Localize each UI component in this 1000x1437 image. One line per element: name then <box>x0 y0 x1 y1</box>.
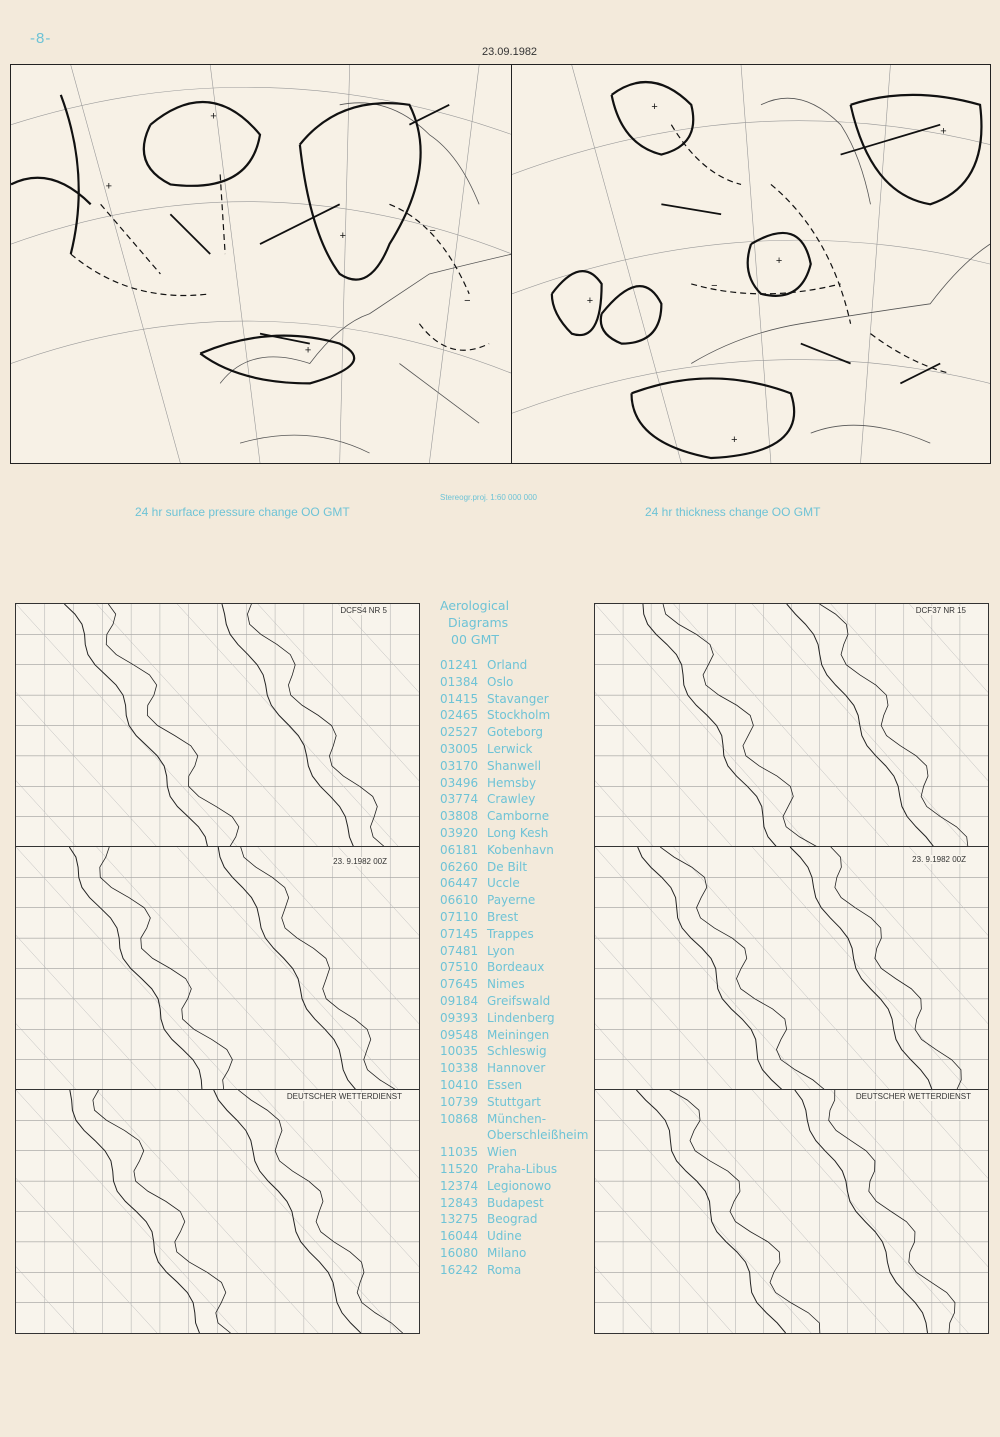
station-row <box>440 1245 590 1262</box>
station-name: De Bilt <box>487 859 528 874</box>
station-row <box>440 1060 590 1077</box>
station-name: Budapest <box>487 1195 544 1210</box>
station-code: 06181 <box>440 842 479 857</box>
thickness-caption: 24 hr thickness change OO GMT <box>645 505 821 519</box>
station-code: 07110 <box>440 909 479 924</box>
station-row <box>440 657 590 674</box>
station-index <box>440 597 590 1278</box>
station-name: Camborne <box>487 809 550 824</box>
surface-pressure-map-drawing <box>11 65 512 463</box>
station-name: Greifswald <box>487 993 551 1008</box>
station-code: 07510 <box>440 960 479 975</box>
station-row <box>440 808 590 825</box>
station-row <box>440 1043 590 1060</box>
station-name: Brest <box>487 909 519 924</box>
station-code: 02527 <box>440 725 479 740</box>
station-name: Stockholm <box>487 708 551 723</box>
diagram-agency-label: DEUTSCHER WETTERDIENST <box>855 1092 971 1101</box>
station-code: 10410 <box>440 1077 479 1092</box>
station-row <box>440 1111 590 1128</box>
station-row <box>440 875 590 892</box>
aerological-diagram-middle-left <box>15 846 420 1091</box>
aerological-diagram-drawing <box>16 604 419 847</box>
station-row <box>440 943 590 960</box>
station-name: Roma <box>487 1262 522 1277</box>
station-name: Stavanger <box>487 691 549 706</box>
svg-text:−: − <box>464 294 471 307</box>
aerological-diagram-drawing <box>16 1090 419 1333</box>
station-code <box>440 1127 487 1144</box>
station-code: 01384 <box>440 674 479 689</box>
station-name: Hemsby <box>487 775 537 790</box>
station-name: Praha-Libus <box>487 1161 558 1176</box>
station-code: 03496 <box>440 775 479 790</box>
station-row <box>440 691 590 708</box>
station-row <box>440 959 590 976</box>
station-name: Lyon <box>487 943 515 958</box>
station-name: Schleswig <box>487 1044 547 1059</box>
station-code: 06447 <box>440 876 479 891</box>
station-code: 09393 <box>440 1010 479 1025</box>
diagram-agency-label: DEUTSCHER WETTERDIENST <box>286 1092 402 1101</box>
aerological-diagram-drawing <box>595 1090 988 1333</box>
station-name: Bordeaux <box>487 960 545 975</box>
station-row <box>440 1127 590 1144</box>
aerological-diagram-middle-right <box>594 846 989 1091</box>
station-code: 11035 <box>440 1145 479 1160</box>
station-row <box>440 1178 590 1195</box>
station-row <box>440 758 590 775</box>
station-row <box>440 1161 590 1178</box>
station-index-title <box>440 597 590 648</box>
title-line: Aerological <box>440 598 510 613</box>
station-code: 01241 <box>440 658 479 672</box>
aerological-diagram-bottom-left <box>15 1089 420 1334</box>
station-row <box>440 859 590 876</box>
station-row <box>440 1144 590 1161</box>
station-row <box>440 1211 590 1228</box>
station-name: Goteborg <box>487 725 544 740</box>
aerological-diagram-top-left <box>15 603 420 848</box>
station-code: 10035 <box>440 1044 479 1059</box>
station-row <box>440 741 590 758</box>
station-code: 03170 <box>440 758 479 773</box>
station-row <box>440 1077 590 1094</box>
station-name: Oberschleißheim <box>487 1128 589 1143</box>
diagram-date-label: 23. 9.1982 00Z <box>912 855 966 864</box>
station-name: Essen <box>487 1077 523 1092</box>
station-code: 02465 <box>440 708 479 723</box>
svg-text:+: + <box>304 344 312 357</box>
station-code: 03005 <box>440 741 479 756</box>
aerological-diagram-drawing <box>595 604 988 847</box>
station-row <box>440 825 590 842</box>
station-row <box>440 1228 590 1245</box>
station-code: 07481 <box>440 943 479 958</box>
projection-label: Stereogr.proj. 1:60 000 000 <box>440 493 537 502</box>
station-name: Trappes <box>487 926 534 941</box>
station-row <box>440 976 590 993</box>
station-code: 06260 <box>440 859 479 874</box>
svg-text:+: + <box>775 255 783 267</box>
aerological-diagram-top-right <box>594 603 989 848</box>
station-name: Udine <box>487 1229 522 1244</box>
station-row <box>440 707 590 724</box>
surface-pressure-change-map <box>10 64 513 464</box>
station-code: 10739 <box>440 1094 479 1109</box>
station-name: München- <box>487 1111 547 1126</box>
station-row <box>440 1262 590 1279</box>
station-name: Milano <box>487 1245 527 1260</box>
station-code: 09184 <box>440 993 479 1008</box>
station-row <box>440 842 590 859</box>
station-code: 01415 <box>440 691 479 706</box>
station-row <box>440 909 590 926</box>
station-row <box>440 993 590 1010</box>
station-list <box>440 657 590 1278</box>
title-line: 00 GMT <box>451 632 499 647</box>
station-name: Long Kesh <box>487 825 549 840</box>
station-name: Shanwell <box>487 758 542 773</box>
station-row <box>440 926 590 943</box>
station-row <box>440 1094 590 1111</box>
station-name: Orland <box>487 658 528 672</box>
thickness-change-map <box>511 64 991 464</box>
station-code: 03920 <box>440 825 479 840</box>
page-date: 23.09.1982 <box>482 46 538 58</box>
svg-text:−: − <box>429 225 436 238</box>
station-row <box>440 1010 590 1027</box>
station-row <box>440 1195 590 1212</box>
aerological-diagram-drawing <box>595 847 988 1090</box>
diagram-date-label: 23. 9.1982 00Z <box>333 857 387 866</box>
diagram-station-header: DCF37 NR 15 <box>915 606 966 615</box>
surface-pressure-caption: 24 hr surface pressure change OO GMT <box>135 505 350 519</box>
station-name: Stuttgart <box>487 1094 541 1109</box>
station-name: Nimes <box>487 977 525 992</box>
station-row <box>440 892 590 909</box>
station-name: Oslo <box>487 674 514 689</box>
station-name: Legionowo <box>487 1178 552 1193</box>
station-name: Lerwick <box>487 741 533 756</box>
station-code: 12843 <box>440 1195 479 1210</box>
station-row <box>440 775 590 792</box>
svg-text:+: + <box>210 110 217 123</box>
station-name: Kobenhavn <box>487 842 554 857</box>
station-code: 12374 <box>440 1178 479 1193</box>
aerological-diagram-drawing <box>16 847 419 1090</box>
station-name: Uccle <box>487 876 520 891</box>
svg-text:+: + <box>940 125 947 138</box>
station-name: Hannover <box>487 1061 546 1076</box>
station-row <box>440 1027 590 1044</box>
station-code: 07145 <box>440 926 479 941</box>
station-name: Crawley <box>487 792 536 807</box>
station-code: 16044 <box>440 1229 479 1244</box>
svg-text:+: + <box>105 180 113 193</box>
svg-text:−: − <box>711 279 718 292</box>
station-row <box>440 674 590 691</box>
svg-text:+: + <box>586 294 594 307</box>
station-row <box>440 791 590 808</box>
station-code: 03774 <box>440 792 479 807</box>
svg-text:+: + <box>651 100 658 113</box>
station-row <box>440 724 590 741</box>
diagram-station-header: DCFS4 NR 5 <box>340 606 387 615</box>
station-code: 16080 <box>440 1245 479 1260</box>
station-code: 13275 <box>440 1212 479 1227</box>
station-code: 06610 <box>440 893 479 908</box>
svg-text:+: + <box>339 230 347 243</box>
station-code: 11520 <box>440 1161 479 1176</box>
title-line: Diagrams <box>448 615 509 630</box>
thickness-map-drawing <box>512 65 990 463</box>
station-name: Meiningen <box>487 1027 550 1042</box>
station-code: 10868 <box>440 1111 479 1126</box>
station-name: Beograd <box>487 1212 538 1227</box>
station-name: Wien <box>487 1145 517 1160</box>
station-name: Payerne <box>487 893 536 908</box>
station-code: 03808 <box>440 809 479 824</box>
station-code: 09548 <box>440 1027 479 1042</box>
station-name: Lindenberg <box>487 1010 555 1025</box>
aerological-diagram-bottom-right <box>594 1089 989 1334</box>
station-code: 07645 <box>440 977 479 992</box>
svg-text:+: + <box>731 434 738 447</box>
station-code: 16242 <box>440 1262 479 1277</box>
page-number: -8- <box>30 30 52 47</box>
station-code: 10338 <box>440 1061 479 1076</box>
